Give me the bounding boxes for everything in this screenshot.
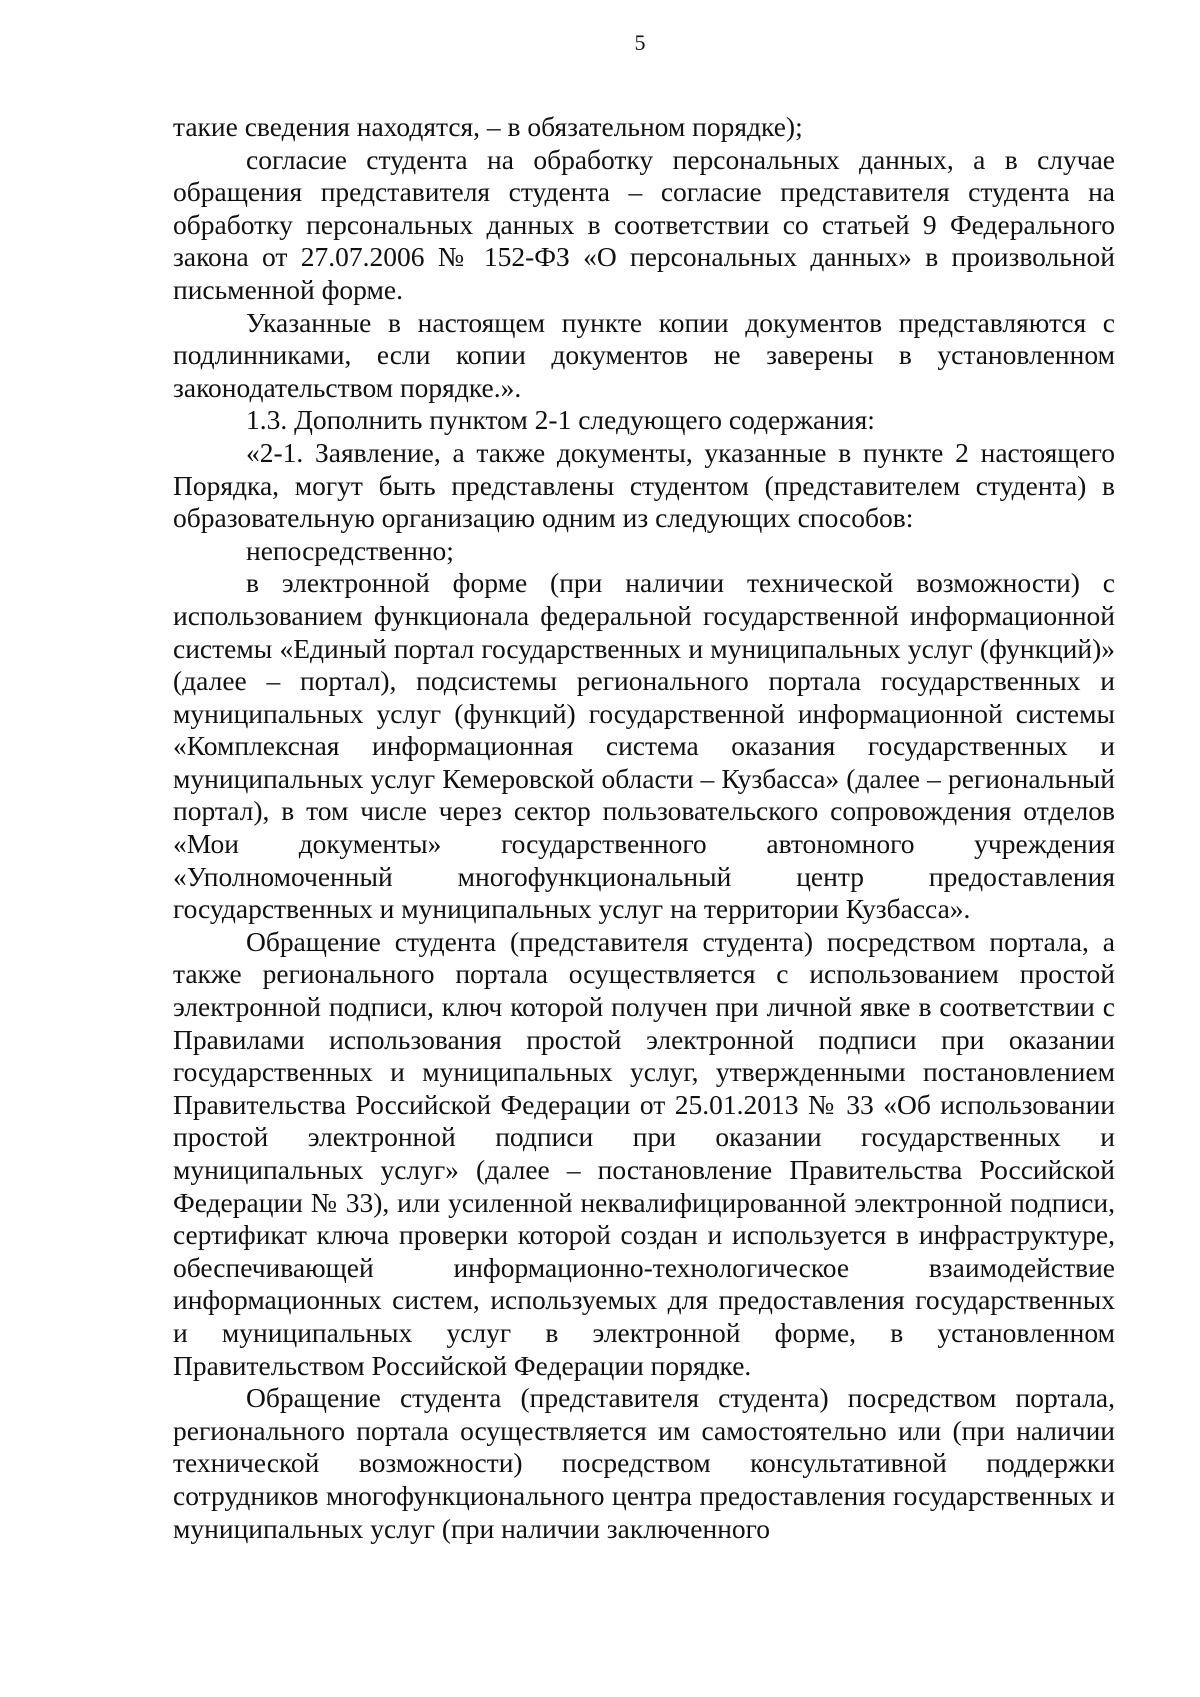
paragraph-amendment-1-3: 1.3. Дополнить пунктом 2-1 следующего содержания: [246, 404, 875, 436]
paragraph-electronic-form: в электронной форме (при наличии технической возможности) с использованием функционала федеральной государственной информационной системы «Единый портал государственных и муниципальных услуг (функций)» (далее – портал), подсистемы регионального портала государственных и муниципальных услуг (функций) государственной информационной системы «Комплексная информационная система оказания государственных и муниципальных услуг Кемеровской области – Кузбасса» (далее – региональный портал), в том числе через сектор пользовательского сопровождения отделов «Мои документы» государственного автономного учреждения «Уполномоченный многофункциональный центр предоставления государственных и муниципальных услуг на территории Кузбасса». [173, 567, 1115, 925]
paragraph-consent: согласие студента на обработку персональных данных, а в случае обращения представителя студента – согласие представителя студента на обработку персональных данных в соответствии со статьей 9 Федерального закона от 27.07.2006 № 152-ФЗ «О персональных данных» в произвольной письменной форме. [173, 143, 1115, 305]
paragraph-directly: непосредственно; [246, 534, 454, 566]
document-body [173, 111, 1115, 1545]
paragraph-continuation: такие сведения находятся, – в обязательном порядке); [173, 111, 803, 142]
page-number: 5 [634, 30, 646, 55]
paragraph-support: Обращение студента (представителя студента) посредством портала, регионального портала осуществляется им самостоятельно или (при наличии технической возможности) посредством консультативной поддержки сотрудников многофункционального центра предоставления государственных и муниципальных услуг (при наличии заключенного [173, 1382, 1115, 1544]
paragraph-copies: Указанные в настоящем пункте копии документов представляются с подлинниками, если копии документов не заверены в установленном законодательством порядке.». [173, 306, 1115, 403]
paragraph-item-2-1: «2-1. Заявление, а также документы, указанные в пункте 2 настоящего Порядка, могут быть представлены студентом (представителем студента) в образовательную организацию одним из следующих способов: [173, 436, 1115, 534]
paragraph-signature: Обращение студента (представителя студента) посредством портала, а также регионального портала осуществляется с использованием простой электронной подписи, ключ которой получен при личной явке в соответствии с Правилами использования простой электронной подписи при оказании государственных и муниципальных услуг, утвержденными постановлением Правительства Российской Федерации от 25.01.2013 № 33 «Об использовании простой электронной подписи при оказании государственных и муниципальных услуг» (далее – постановление Правительства Российской Федерации № 33), или усиленной неквалифицированной электронной подписи, сертификат ключа проверки которой создан и используется в инфраструктуре, обеспечивающей информационно-технологическое взаимодействие информационных систем, используемых для предоставления государственных и муниципальных услуг в электронной форме, в установленном Правительством Российской Федерации порядке. [173, 925, 1115, 1381]
